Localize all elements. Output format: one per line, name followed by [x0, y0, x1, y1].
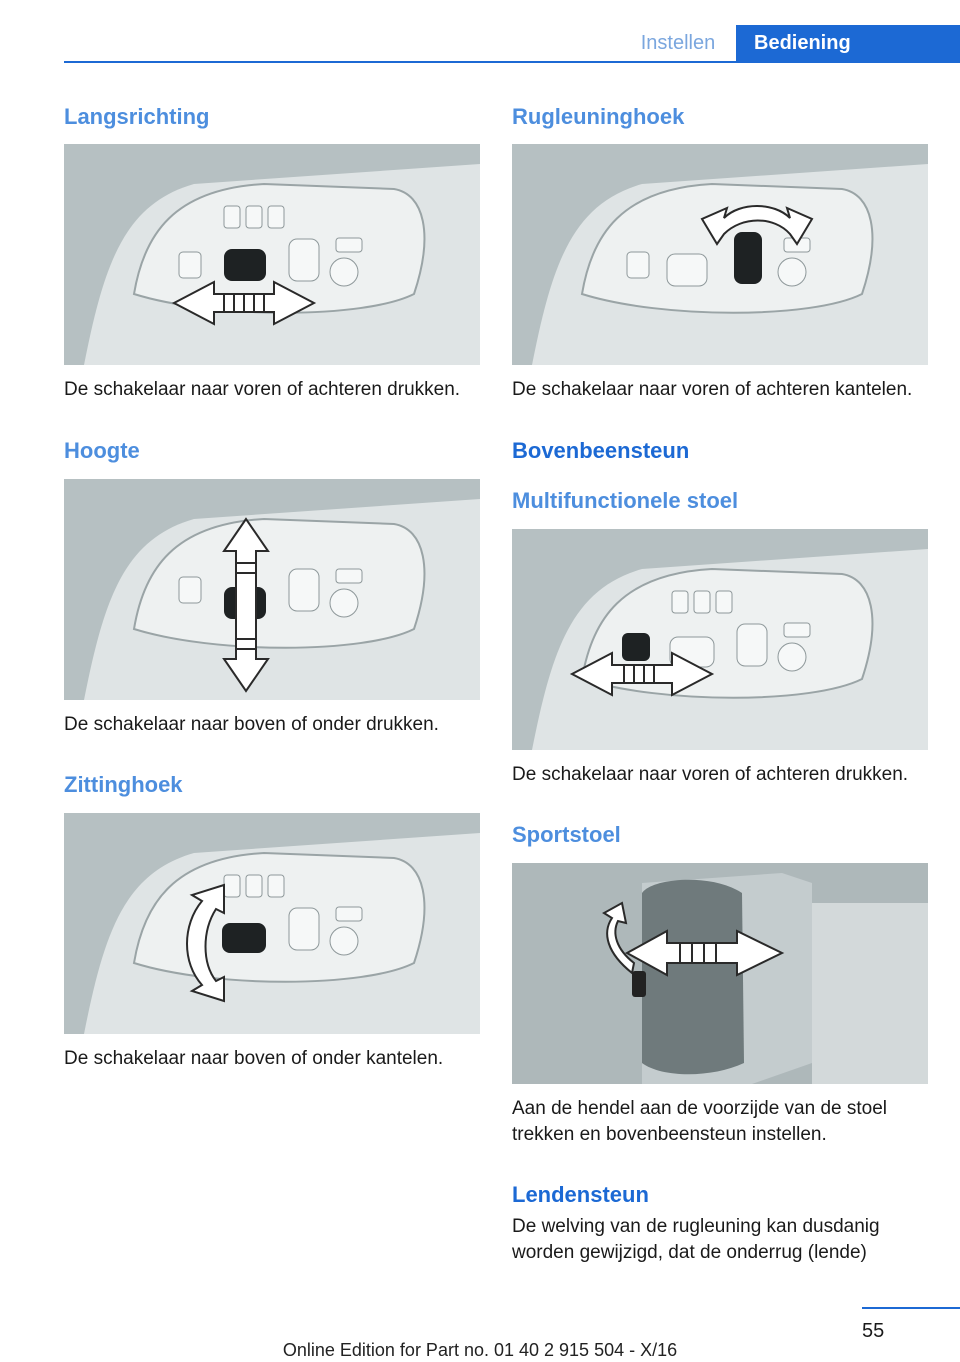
figure-multifunctionele-stoel	[512, 529, 928, 750]
text-lendensteun-line1: De welving van de rugleuning kan dusdanig	[512, 1216, 880, 1237]
seat-switch-illustration	[64, 813, 480, 1034]
figure-langsrichting	[64, 144, 480, 365]
heading-lendensteun: Lendensteun	[512, 1182, 649, 1207]
heading-langsrichting: Langsrichting	[64, 104, 210, 129]
heading-sportstoel: Sportstoel	[512, 822, 621, 847]
heading-zittinghoek: Zittinghoek	[64, 772, 183, 797]
caption-sportstoel-line1: Aan de hendel aan de voorzijde van de stoel	[512, 1098, 887, 1119]
footer-edition: Online Edition for Part no. 01 40 2 915 504 - X/16	[282, 1340, 678, 1360]
sport-seat-illustration	[512, 863, 928, 1084]
seat-switch-illustration	[512, 529, 928, 750]
heading-rugleuninghoek: Rugleuninghoek	[512, 104, 685, 129]
footer-rule	[862, 1307, 960, 1309]
seat-switch-illustration	[64, 144, 480, 365]
header-tab-bediening[interactable]: Bediening	[736, 25, 960, 62]
figure-hoogte	[64, 479, 480, 700]
caption-hoogte: De schakelaar naar boven of onder drukken.	[64, 714, 439, 735]
header-rule	[64, 61, 960, 63]
seat-switch-illustration	[512, 144, 928, 365]
caption-multifunctionele-stoel: De schakelaar naar voren of achteren drukken.	[512, 764, 909, 785]
subheading-multifunctionele-stoel: Multifunctionele stoel	[512, 488, 739, 513]
text-lendensteun-line2: worden gewijzigd, dat de onderrug (lende)	[512, 1242, 867, 1263]
header-tab-instellen[interactable]: Instellen	[640, 32, 716, 54]
caption-sportstoel-line2: trekken en bovenbeensteun instellen.	[512, 1124, 827, 1145]
figure-rugleuninghoek	[512, 144, 928, 365]
caption-langsrichting: De schakelaar naar voren of achteren drukken.	[64, 379, 461, 400]
caption-zittinghoek: De schakelaar naar boven of onder kantelen.	[64, 1048, 444, 1069]
heading-hoogte: Hoogte	[64, 438, 140, 463]
figure-sportstoel	[512, 863, 928, 1084]
caption-rugleuninghoek: De schakelaar naar voren of achteren kantelen.	[512, 379, 913, 400]
heading-bovenbeensteun: Bovenbeensteun	[512, 438, 690, 463]
seat-switch-illustration	[64, 479, 480, 700]
figure-zittinghoek	[64, 813, 480, 1034]
page-number: 55	[862, 1320, 885, 1342]
